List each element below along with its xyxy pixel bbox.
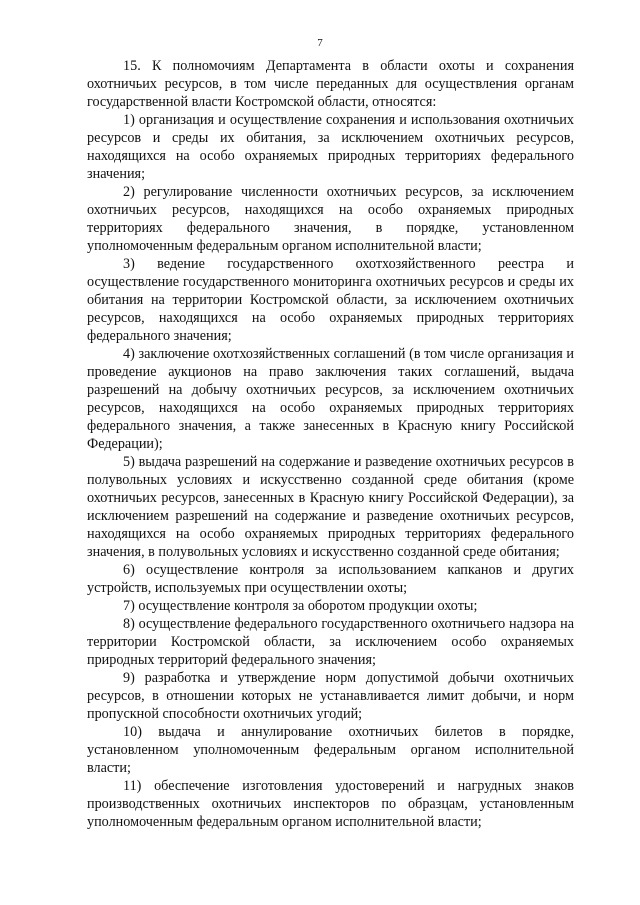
list-item-5: 5) выдача разрешений на содержание и разведение охотничьих ресурсов в полувольных условиях и искусственно созданной среде обитания (кроме охотничьих ресурсов, занесенных в Красную книгу Российской Федерации), за исключением разрешений на содержание и разведение охотничьих ресурсов, находящихся на особо охраняемых природных территориях федерального значения, в полувольных условиях и искусственно созданной среде обитания; <box>87 454 574 560</box>
list-item-10: 10) выдача и аннулирование охотничьих билетов в порядке, установленном уполномоченным федеральным органом исполнительной власти; <box>87 724 574 776</box>
list-item-11: 11) обеспечение изготовления удостоверений и нагрудных знаков производственных охотничьих инспекторов по образцам, установленным уполномоченным федеральным органом исполнительной власти; <box>87 778 574 830</box>
list-item-9: 9) разработка и утверждение норм допустимой добычи охотничьих ресурсов, в отношении которых не устанавливается лимит добычи, и норм пропускной способности охотничьих угодий; <box>87 670 574 722</box>
list-item-3: 3) ведение государственного охотхозяйственного реестра и осуществление государственного мониторинга охотничьих ресурсов и среды их обитания на территории Костромской области, за исключением охотничьих ресурсов, находящихся на особо охраняемых природных территориях федерального значения; <box>87 256 574 344</box>
paragraph-intro: 15. К полномочиям Департамента в области охоты и сохранения охотничьих ресурсов, в том числе переданных для осуществления органам государственной власти Костромской области, относятся: <box>87 58 574 110</box>
list-item-8: 8) осуществление федерального государственного охотничьего надзора на территории Костромской области, за исключением особо охраняемых природных территорий федерального значения; <box>87 616 574 668</box>
list-item-6: 6) осуществление контроля за использованием капканов и других устройств, используемых при осуществлении охоты; <box>87 562 574 596</box>
list-item-7: 7) осуществление контроля за оборотом продукции охоты; <box>123 598 478 614</box>
list-item-1: 1) организация и осуществление сохранения и использования охотничьих ресурсов и среды их обитания, за исключением охотничьих ресурсов, находящихся на особо охраняемых природных территориях федерального значения; <box>87 112 574 182</box>
document-body <box>87 57 574 831</box>
list-item-2: 2) регулирование численности охотничьих ресурсов, за исключением охотничьих ресурсов, находящихся на особо охраняемых природных территориях федерального значения, в порядке, установленном уполномоченным федеральным органом исполнительной власти; <box>87 184 574 254</box>
list-item-4: 4) заключение охотхозяйственных соглашений (в том числе организация и проведение аукционов на право заключения таких соглашений, выдача разрешений на добычу охотничьих ресурсов, за исключением охотничьих ресурсов, находящихся на особо охраняемых природных территориях федерального значения, а также занесенных в Красную книгу Российской Федерации); <box>87 346 574 452</box>
page-number: 7 <box>317 37 323 49</box>
